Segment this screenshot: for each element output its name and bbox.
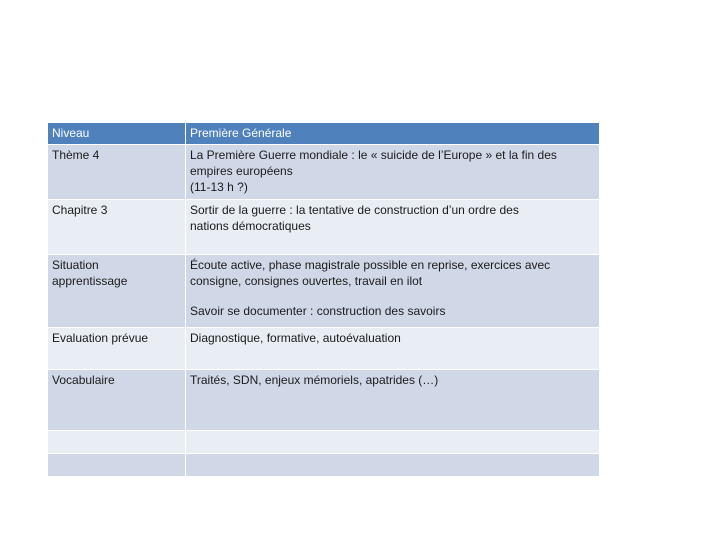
table-row-vocabulary <box>48 370 600 431</box>
row-value-line: (11-13 h ?) <box>190 180 248 194</box>
table-header-row <box>48 123 600 145</box>
empty-cell <box>186 431 600 454</box>
course-info-table <box>47 122 600 477</box>
table-row-empty <box>48 454 600 477</box>
row-value-cell <box>186 255 600 328</box>
table-row-chapter <box>48 200 600 255</box>
empty-cell <box>48 431 186 454</box>
header-label-cell: Niveau <box>48 123 186 145</box>
row-value-cell <box>186 145 600 200</box>
row-label-cell <box>48 255 186 328</box>
row-label-line: apprentissage <box>52 274 128 288</box>
paragraph-gap <box>190 289 595 303</box>
row-value-line: Sortir de la guerre : la tentative de construction d’un ordre des <box>190 203 519 217</box>
row-value-line: La Première Guerre mondiale : le « suicide de l’Europe » et la fin des <box>190 148 557 162</box>
row-value-line: consigne, consignes ouvertes, travail en ilot <box>190 274 423 288</box>
row-label-line: Situation <box>52 258 99 272</box>
row-value-cell: Traités, SDN, enjeux mémoriels, apatrides (…) <box>186 370 600 431</box>
row-value-line: Savoir se documenter : construction des savoirs <box>190 304 446 318</box>
empty-cell <box>48 454 186 477</box>
table-row-theme <box>48 145 600 200</box>
empty-cell <box>186 454 600 477</box>
row-value-line: Écoute active, phase magistrale possible en reprise, exercices avec <box>190 258 551 272</box>
row-label-cell: Chapitre 3 <box>48 200 186 255</box>
row-value-cell: Diagnostique, formative, autoévaluation <box>186 328 600 370</box>
row-label-cell: Evaluation prévue <box>48 328 186 370</box>
row-value-line: empires européens <box>190 164 293 178</box>
table-row-situation <box>48 255 600 328</box>
row-label-cell: Vocabulaire <box>48 370 186 431</box>
table-row-empty <box>48 431 600 454</box>
header-value-cell: Première Générale <box>186 123 600 145</box>
row-label-cell: Thème 4 <box>48 145 186 200</box>
row-value-cell <box>186 200 600 255</box>
table-row-evaluation <box>48 328 600 370</box>
row-value-line: nations démocratiques <box>190 219 311 233</box>
